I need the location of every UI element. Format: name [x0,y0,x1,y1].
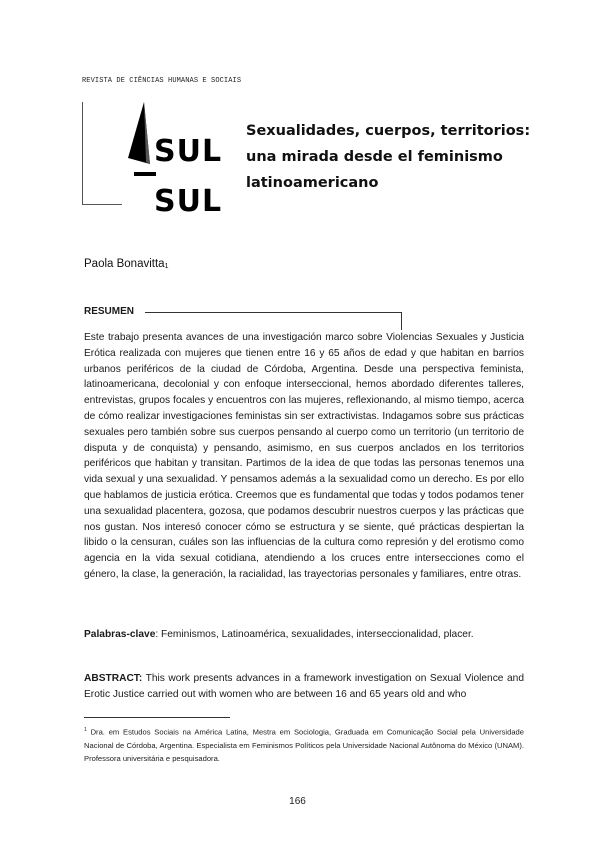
keywords-text: : Feminismos, Latinoamérica, sexualidades, interseccionalidad, placer. [155,629,474,640]
journal-name: REVISTA DE CIÊNCIAS HUMANAS E SOCIAIS [82,77,242,85]
resumen-body [84,330,524,583]
logo-bottom-word: SUL [154,184,223,219]
resumen-rule-vertical [401,312,402,330]
title-line: una mirada desde el feminismo [246,149,503,165]
title-line: latinoamericano [246,175,379,191]
logo-horizontal-rule [82,204,122,205]
resumen-paragraph: Este trabajo presenta avances de una investigación marco sobre Violencias Sexuales y Justicia Erótica realizada con mujeres que tienen entre 16 y 65 años de edad y que habitan en barrios urbanos periféricos de la ciudad de Córdoba, Argentina. Desde una perspectiva feminista, latinoamericana, decolonial y con enfoque interseccional, hemos abordado diferentes talleres, entrevistas, grupos focales y encuentros con las mujeres, reflexionando, al mismo tiempo, acerca de cómo realizar investigaciones feministas sin ser extractivistas. Indagamos sobre sus prácticas sexuales pero también sobre sus cuerpos pensando al cuerpo como un territorio (un territorio de disputa y de conquista) y pensando, asimismo, en sus cuerpos anclados en los territorios periféricos que habitan y transitan. Partimos de la idea de que todas las personas tenemos una vida sexual y una sexualidad. Y pensamos además a la sexualidad como un derecho. Es por ello que hablamos de justicia erótica. Creemos que es fundamental que todas y todos podamos tener una sexualidad placentera, gozosa, que podamos descubrir nuestros cuerpos y las prácticas que nos gustan. Nos interesó conocer cómo se estructura y se siente, qué prácticas despiertan la libido o la censuran, cuáles son las influencias de la cultura como represión y del erotismo como agencia en la vida sexual cotidiana, atendiendo a los cruces entre intersecciones como el género, la clase, la generación, la racialidad, las trayectorias personales y familiares, entre otras. [84,332,524,580]
footnote [84,724,524,765]
abstract [84,671,524,703]
resumen-heading: RESUMEN [84,306,135,317]
logo-top-word: SUL [154,134,223,169]
footnote-rule [84,717,230,718]
keywords [84,627,524,643]
logo-bar [134,172,156,176]
author-line [84,258,168,270]
author-name: Paola Bonavitta [84,258,165,270]
logo-vertical-rule [82,102,83,204]
title-line: Sexualidades, cuerpos, territorios: [246,123,531,139]
page-number: 166 [289,796,306,807]
keywords-label: Palabras-clave [84,629,156,640]
footnote-text: Dra. em Estudos Sociais na América Latina, Mestra em Sociologia, Graduada em Comunicação Social pela Universidade Nacional de Córdoba, Argentina. Especialista em Feminismos Políticos pela Universidade Nacional Autônoma do México (UNAM). Professora universitária e pesquisadora. [84,727,524,763]
article-title [246,118,546,196]
journal-logo [82,92,242,220]
resumen-rule [145,312,402,313]
abstract-label: ABSTRACT: [84,673,143,684]
footnote-reference[interactable]: 1 [164,263,169,270]
abstract-text: This work presents advances in a framework investigation on Sexual Violence and Erotic Justice carried out with women who are between 16 and 65 years old and who [84,673,524,700]
footnote-marker: 1 [84,727,87,733]
spear-triangle-icon [124,100,156,180]
